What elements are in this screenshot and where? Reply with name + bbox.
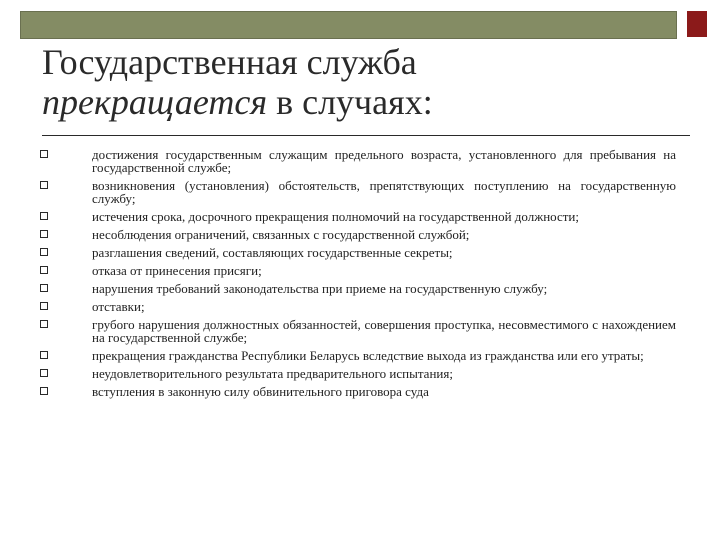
list-item — [40, 148, 676, 174]
list-item — [40, 210, 676, 223]
slide-title — [42, 42, 682, 122]
square-bullet-icon — [40, 181, 48, 189]
list-item-text: вступления в законную силу обвинительного приговора суда — [92, 384, 429, 399]
title-italic: прекращается — [42, 82, 268, 122]
list-item-text: неудовлетворительного результата предварительного испытания; — [92, 366, 453, 381]
list-item — [40, 228, 676, 241]
list-item-text: разглашения сведений, составляющих государственные секреты; — [92, 245, 453, 260]
title-divider — [42, 135, 690, 136]
list-item-text: возникновения (установления) обстоятельств, препятствующих поступлению на государственную службу; — [92, 178, 676, 206]
square-bullet-icon — [40, 284, 48, 292]
square-bullet-icon — [40, 230, 48, 238]
list-item — [40, 246, 676, 259]
square-bullet-icon — [40, 212, 48, 220]
title-line1: Государственная служба — [42, 42, 417, 82]
title-rest: в случаях: — [267, 82, 433, 122]
list-item — [40, 179, 676, 205]
list-item-text: отставки; — [92, 299, 145, 314]
square-bullet-icon — [40, 248, 48, 256]
header-bar — [20, 11, 677, 39]
list-item — [40, 264, 676, 277]
list-item — [40, 349, 676, 362]
list-item — [40, 282, 676, 295]
list-item — [40, 300, 676, 313]
list-item — [40, 367, 676, 380]
square-bullet-icon — [40, 150, 48, 158]
list-item-text: прекращения гражданства Республики Беларусь вследствие выхода из гражданства или его утраты; — [92, 348, 644, 363]
square-bullet-icon — [40, 302, 48, 310]
corner-accent — [687, 11, 707, 37]
list-item-text: нарушения требований законодательства при приеме на государственную службу; — [92, 281, 548, 296]
square-bullet-icon — [40, 387, 48, 395]
list-item-text: несоблюдения ограничений, связанных с государственной службой; — [92, 227, 470, 242]
list-item-text: достижения государственным служащим предельного возраста, установленного для пребывания на государственной службе; — [92, 147, 676, 175]
square-bullet-icon — [40, 351, 48, 359]
list-item — [40, 318, 676, 344]
bullet-list — [40, 148, 676, 403]
square-bullet-icon — [40, 266, 48, 274]
list-item-text: отказа от принесения присяги; — [92, 263, 262, 278]
list-item — [40, 385, 676, 398]
square-bullet-icon — [40, 369, 48, 377]
square-bullet-icon — [40, 320, 48, 328]
list-item-text: грубого нарушения должностных обязанностей, совершения проступка, несовместимого с нахождением на государственной службе; — [92, 317, 676, 345]
list-item-text: истечения срока, досрочного прекращения полномочий на государственной должности; — [92, 209, 579, 224]
